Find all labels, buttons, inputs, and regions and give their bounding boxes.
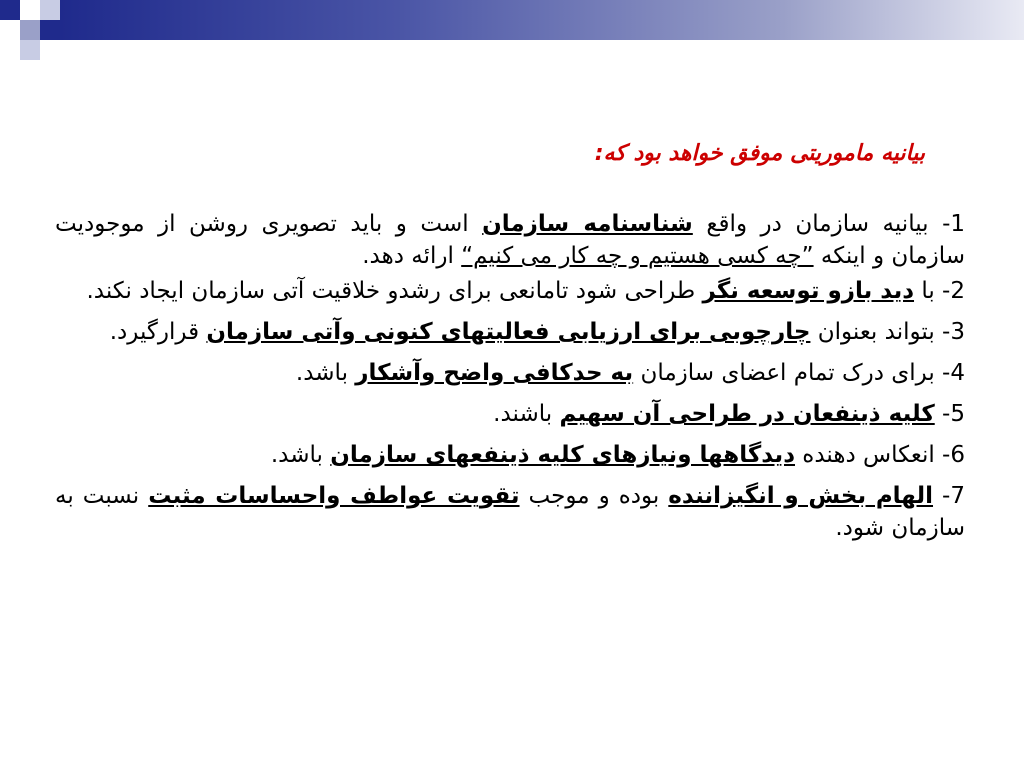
item-text: [933, 483, 942, 509]
item-text: برای درک تمام اعضای سازمان: [633, 360, 943, 386]
item-emphasis: ”چه کسی هستیم و چه کار می کنیم“: [461, 243, 814, 269]
item-number: 7-: [942, 483, 965, 509]
decor-square: [40, 20, 60, 40]
item-emphasis: دیدگاهها ونیازهای کلیه ذینفعهای سازمان: [330, 442, 795, 468]
item-emphasis: الهام بخش و انگیزاننده: [668, 483, 934, 509]
item-text: طراحی شود تامانعی برای رشدو خلاقیت آتی سازمان ایجاد نکند.: [86, 278, 703, 304]
list-item-2: [55, 275, 965, 307]
list-item-1: [55, 208, 965, 272]
item-text: ارائه دهد.: [362, 243, 462, 269]
item-number: 2-: [942, 278, 965, 304]
item-emphasis: کلیه ذینفعان در طراحی آن سهیم: [559, 401, 935, 427]
header-gradient-bar: [60, 0, 1024, 40]
item-emphasis: تقویت عواطف واحساسات مثبت: [148, 483, 520, 509]
item-text: قرارگیرد.: [109, 319, 207, 345]
item-text: بیانیه سازمان در واقع: [692, 211, 943, 237]
list-item-3: [55, 316, 965, 348]
decor-square: [0, 0, 20, 20]
decor-square: [20, 0, 40, 20]
item-text: با: [914, 278, 943, 304]
item-text: نسبت به سازمان شود.: [55, 483, 965, 541]
item-emphasis: شناسنامه سازمان: [482, 211, 693, 237]
item-emphasis: به حدکافی واضح وآشکار: [355, 360, 634, 386]
item-emphasis: چارچوبی برای ارزیابی فعالیتهای کنونی وآتی سازمان: [206, 319, 811, 345]
item-text: باشند.: [493, 401, 560, 427]
list-item-5: [55, 398, 965, 430]
item-number: 5-: [942, 401, 965, 427]
item-number: 3-: [942, 319, 965, 345]
item-number: 1-: [942, 211, 966, 237]
item-text: بتواند بعنوان: [810, 319, 943, 345]
item-number: 4-: [942, 360, 965, 386]
item-text: بوده و موجب: [519, 483, 669, 509]
item-text: باشد.: [295, 360, 356, 386]
decor-square: [0, 20, 20, 40]
decor-square: [20, 20, 40, 40]
item-number: 6-: [942, 442, 965, 468]
item-text: انعکاس دهنده: [795, 442, 943, 468]
decor-square: [20, 40, 40, 60]
decor-square: [40, 0, 60, 20]
item-text: است و باید تصویری روشن از موجودیت سازمان و اینکه: [55, 211, 965, 269]
list-item-4: [55, 357, 965, 389]
item-emphasis: دید بازو توسعه نگر: [702, 278, 915, 304]
slide-title: بیانیه ماموریتی موفق خواهد بود که:: [594, 141, 925, 166]
list-item-7: [55, 480, 965, 544]
item-text: باشد.: [270, 442, 331, 468]
item-text: [935, 401, 942, 427]
list-item-6: [55, 439, 965, 471]
slide-content: [55, 208, 965, 553]
decor-square: [40, 40, 60, 60]
